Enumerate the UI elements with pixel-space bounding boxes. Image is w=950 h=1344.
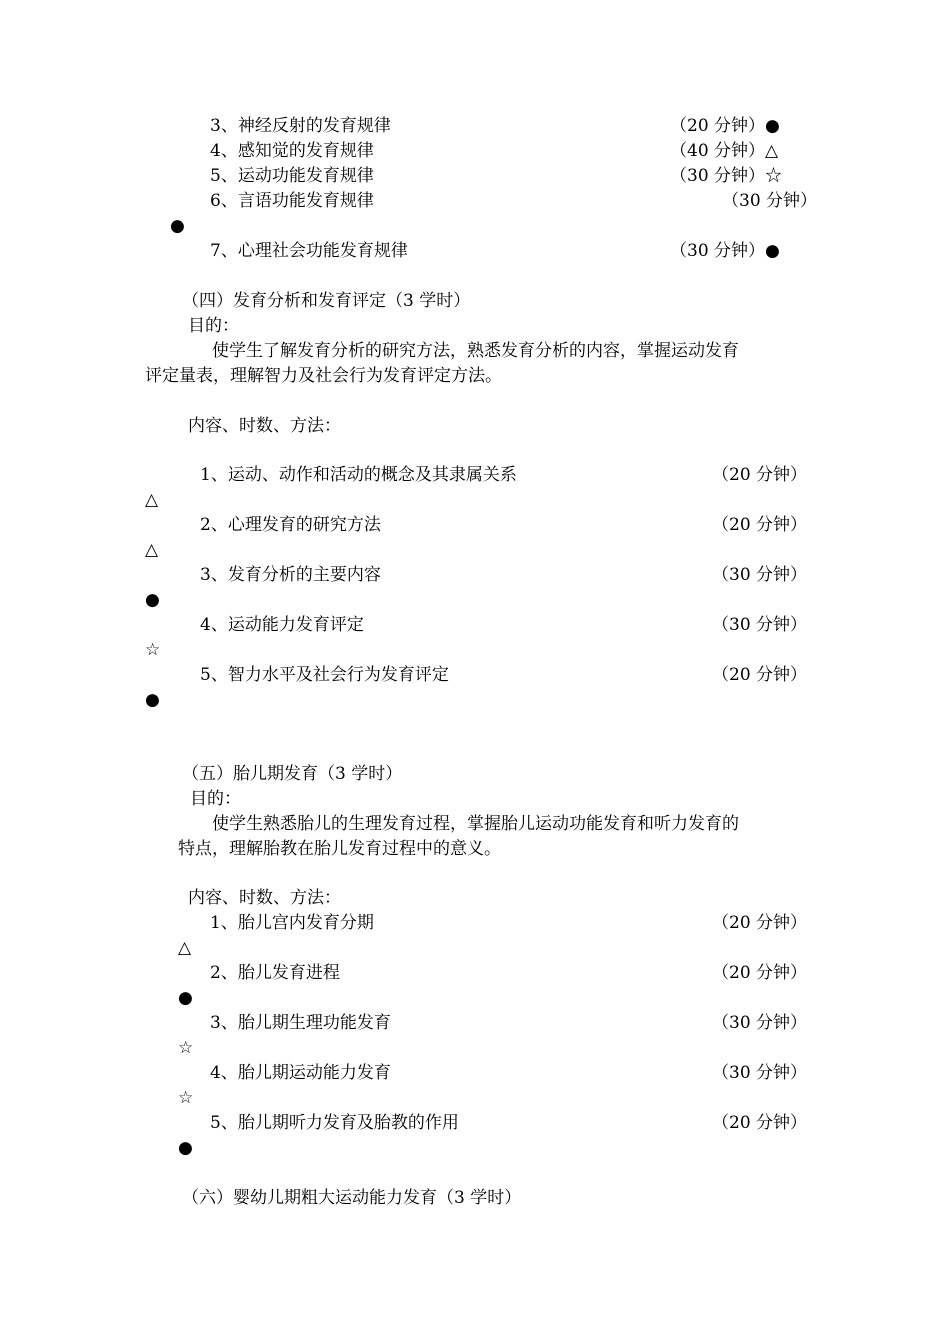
- method-mark: ●: [145, 590, 160, 610]
- item-time: （20 分钟）: [712, 515, 808, 535]
- item-time: （30 分钟）: [712, 565, 808, 585]
- method-mark: ●: [145, 690, 160, 710]
- top-item-time: （20 分钟）●: [670, 116, 780, 136]
- item-label: 1、运动、动作和活动的概念及其隶属关系: [200, 465, 517, 485]
- top-item-label: 4、感知觉的发育规律: [210, 141, 374, 161]
- item-label: 1、胎儿宫内发育分期: [210, 913, 374, 933]
- method-mark: ☆: [178, 1088, 194, 1108]
- purpose-label: 目的：: [190, 789, 241, 809]
- section-heading: （六）婴幼儿期粗大运动能力发育（3 学时）: [182, 1188, 522, 1208]
- item-label: 2、心理发育的研究方法: [200, 515, 381, 535]
- content-label: 内容、时数、方法：: [188, 888, 341, 908]
- item-label: 4、运动能力发育评定: [200, 615, 364, 635]
- method-mark: ●: [178, 988, 193, 1008]
- top-item-label: 7、心理社会功能发育规律: [210, 241, 408, 261]
- item-time: （20 分钟）: [712, 665, 808, 685]
- item-label: 5、胎儿期听力发育及胎教的作用: [210, 1113, 459, 1133]
- method-mark: ●: [178, 1138, 193, 1158]
- item-label: 2、胎儿发育进程: [210, 963, 340, 983]
- item-time: （20 分钟）: [712, 913, 808, 933]
- purpose-text: 使学生熟悉胎儿的生理发育过程，掌握胎儿运动功能发育和听力发育的: [212, 814, 739, 834]
- method-mark: ☆: [145, 640, 161, 660]
- top-item-time: （30 分钟）: [722, 191, 818, 211]
- method-mark: △: [178, 938, 192, 958]
- item-time: （30 分钟）: [712, 1063, 808, 1083]
- item-label: 3、胎儿期生理功能发育: [210, 1013, 391, 1033]
- item-time: （30 分钟）: [712, 615, 808, 635]
- purpose-text: 特点，理解胎教在胎儿发育过程中的意义。: [178, 839, 501, 859]
- top-item-time: （30 分钟）☆: [670, 166, 783, 186]
- item-time: （20 分钟）: [712, 465, 808, 485]
- item-time: （20 分钟）: [712, 963, 808, 983]
- content-label: 内容、时数、方法：: [188, 416, 341, 436]
- purpose-text: 使学生了解发育分析的研究方法，熟悉发育分析的内容，掌握运动发育: [212, 341, 739, 361]
- purpose-text: 评定量表，理解智力及社会行为发育评定方法。: [145, 366, 502, 386]
- purpose-label: 目的：: [188, 316, 239, 336]
- section-heading: （五）胎儿期发育（3 学时）: [182, 764, 403, 784]
- item-label: 5、智力水平及社会行为发育评定: [200, 665, 449, 685]
- item-label: 3、发育分析的主要内容: [200, 565, 381, 585]
- item-time: （30 分钟）: [712, 1013, 808, 1033]
- top-item-label: 5、运动功能发育规律: [210, 166, 374, 186]
- top-item-label: 3、神经反射的发育规律: [210, 116, 391, 136]
- method-mark: ●: [170, 216, 185, 236]
- item-time: （20 分钟）: [712, 1113, 808, 1133]
- item-label: 4、胎儿期运动能力发育: [210, 1063, 391, 1083]
- method-mark: △: [145, 490, 159, 510]
- top-item-label: 6、言语功能发育规律: [210, 191, 374, 211]
- method-mark: ☆: [178, 1038, 194, 1058]
- top-item-time: （40 分钟）△: [670, 141, 779, 161]
- top-item-time: （30 分钟）●: [670, 241, 780, 261]
- method-mark: △: [145, 540, 159, 560]
- section-heading: （四）发育分析和发育评定（3 学时）: [182, 291, 471, 311]
